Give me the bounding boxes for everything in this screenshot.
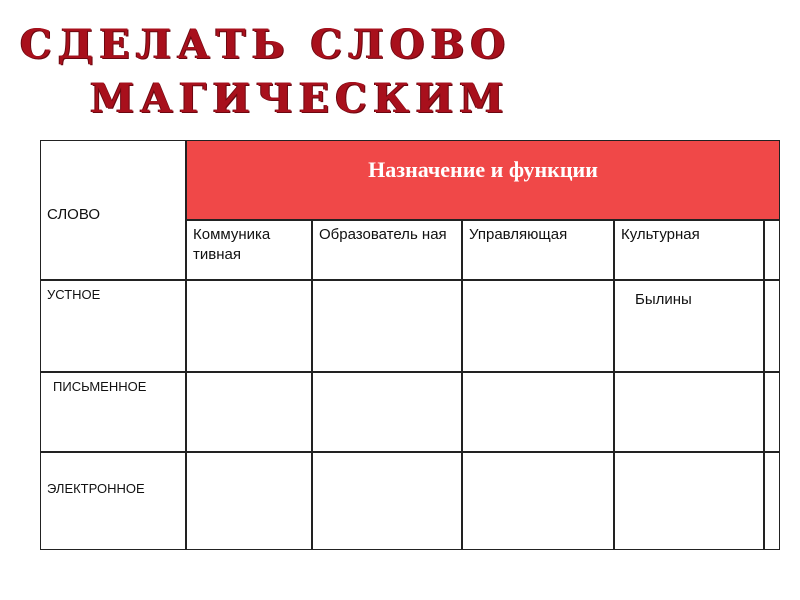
table-cell xyxy=(186,452,312,550)
table-cell xyxy=(614,452,764,550)
column-header-label: Управляющая xyxy=(469,226,568,243)
group-header-label: Назначение и функции xyxy=(368,157,598,182)
column-header-label: Образователь ная xyxy=(319,226,447,243)
column-header-extra xyxy=(764,220,780,280)
table-cell xyxy=(614,372,764,452)
column-header-label: Культурная xyxy=(621,226,700,243)
column-header-label: Коммуника тивная xyxy=(193,226,271,263)
table-cell xyxy=(186,372,312,452)
row-label-oral xyxy=(40,280,186,372)
column-header-communicative xyxy=(186,220,312,280)
corner-label: СЛОВО xyxy=(47,206,101,223)
column-header-educational xyxy=(312,220,462,280)
table-cell xyxy=(764,372,780,452)
table-cell xyxy=(764,452,780,550)
table-cell xyxy=(764,280,780,372)
row-label-electronic xyxy=(40,452,186,550)
table-cell xyxy=(186,280,312,372)
corner-cell xyxy=(40,140,186,280)
cell-value-byliny: Былины xyxy=(635,291,692,308)
table-cell xyxy=(462,280,614,372)
table-cell xyxy=(462,372,614,452)
table-cell xyxy=(312,452,462,550)
title-line-2: МАГИЧЕСКИМ xyxy=(90,75,510,122)
row-label-written xyxy=(40,372,186,452)
title-line-1: СДЕЛАТЬ СЛОВО xyxy=(20,21,512,68)
group-header xyxy=(186,140,780,220)
row-label: ПИСЬМЕННОЕ xyxy=(53,379,147,394)
row-label: УСТНОЕ xyxy=(47,287,101,302)
column-header-managing xyxy=(462,220,614,280)
table-cell xyxy=(462,452,614,550)
table-cell xyxy=(312,280,462,372)
table-cell xyxy=(614,280,764,372)
functions-table xyxy=(40,140,780,550)
column-header-cultural xyxy=(614,220,764,280)
table-cell xyxy=(312,372,462,452)
row-label: ЭЛЕКТРОННОЕ xyxy=(47,481,145,496)
